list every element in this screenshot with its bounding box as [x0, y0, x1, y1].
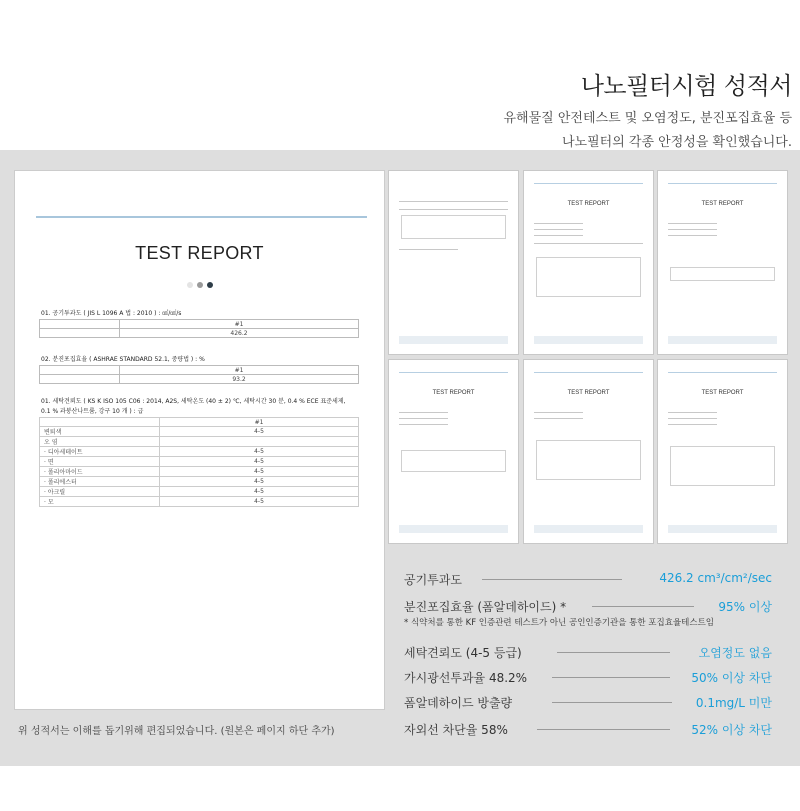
table-row: · 면 4-5: [40, 457, 359, 467]
section-1-table: [39, 319, 359, 338]
report-page-thumbnail[interactable]: [657, 170, 788, 355]
thumbnail-title: TEST REPORT: [701, 390, 744, 396]
section-3-table: [39, 417, 359, 507]
section-1-column: #1: [120, 320, 359, 329]
report-page-thumbnail[interactable]: [657, 359, 788, 544]
result-value: 오염정도 없음: [698, 646, 772, 660]
leader-line: [482, 579, 622, 580]
section-2-value: 93.2: [120, 375, 359, 384]
result-visible-light: [404, 669, 772, 685]
result-label: 가시광선투과율 48.2%: [404, 671, 528, 685]
section-2-column: #1: [120, 366, 359, 375]
section-2-label: 02. 분진포집효율 ( ASHRAE STANDARD 52.1, 중량법 ) : %: [41, 356, 205, 363]
table-row: 오 염: [40, 437, 359, 447]
result-value: 52% 이상 차단: [691, 723, 772, 737]
test-report-document: [14, 170, 385, 710]
result-label: 자외선 차단율 58%: [404, 723, 508, 737]
report-page-thumbnail[interactable]: [388, 170, 519, 355]
table-row: · 폴리아마이드 4-5: [40, 467, 359, 477]
result-label: 세탁견뢰도 (4-5 등급): [404, 646, 522, 660]
leader-line: [537, 729, 670, 730]
section-3-label-line-2: 0.1 % 과붕산나트륨, 강구 10 개 ) : 급: [41, 408, 144, 415]
result-value: 0.1mg/L 미만: [695, 696, 772, 710]
result-label: 공기투과도: [404, 573, 462, 587]
document-caption: 위 성적서는 이해를 돕기위해 편집되었습니다. (원본은 페이지 하단 추가): [18, 726, 335, 737]
table-row: 변퇴색 4-5: [40, 427, 359, 437]
page-subtitle-line-1: 유해물질 안전테스트 및 오염정도, 분진포집효율 등: [503, 111, 792, 126]
leader-line: [552, 677, 670, 678]
result-air-permeability: [404, 571, 772, 587]
thumbnail-title: TEST REPORT: [701, 201, 744, 207]
report-page-thumbnail[interactable]: [523, 170, 654, 355]
result-value: 95% 이상: [718, 600, 772, 614]
report-pagination-dots: [15, 273, 384, 292]
section-1-label: 01. 공기투과도 ( JIS L 1096 A 법 : 2010 ) : ㎤/㎠/s: [41, 310, 182, 317]
result-uv-blocking: [404, 721, 772, 737]
result-dust-efficiency: [404, 598, 772, 614]
report-page-thumbnail[interactable]: [523, 359, 654, 544]
footnote: * 식약처를 통한 KF 인증관련 테스트가 아닌 공인인증기관을 통한 포집효율테스트임: [404, 618, 714, 628]
section-3-column: #1: [160, 418, 359, 427]
result-label: 폼알데하이드 방출량: [404, 696, 513, 710]
section-2-table: [39, 365, 359, 384]
pagination-dot: [187, 282, 193, 288]
leader-line: [592, 606, 694, 607]
pagination-dot-active: [207, 282, 213, 288]
header: [0, 0, 800, 150]
bottom-spacer: [0, 766, 800, 811]
section-1-value: 426.2: [120, 329, 359, 338]
result-wash-fastness: [404, 644, 772, 660]
thumbnail-title: TEST REPORT: [567, 201, 610, 207]
report-page-thumbnail[interactable]: [388, 359, 519, 544]
table-row: · 모 4-5: [40, 497, 359, 507]
table-row: · 디아세테이트 4-5: [40, 447, 359, 457]
thumbnail-title: TEST REPORT: [432, 390, 475, 396]
page-subtitle-line-2: 나노필터의 각종 안정성을 확인했습니다.: [561, 135, 792, 150]
thumbnail-title: TEST REPORT: [567, 390, 610, 396]
result-value: 50% 이상 차단: [691, 671, 772, 685]
result-value: 426.2 cm³/cm²/sec: [659, 571, 772, 585]
section-3-label-line-1: 01. 세탁견뢰도 ( KS K ISO 105 C06 : 2014, A2S, 세탁온도 (40 ± 2) ℃, 세탁시간 30 분, 0.4 % ECE 표준세제,: [41, 398, 346, 405]
result-formaldehyde-emission: [404, 694, 772, 710]
report-top-rule: [36, 216, 367, 218]
report-title: TEST REPORT: [135, 243, 264, 263]
table-row: · 아크릴 4-5: [40, 487, 359, 497]
table-row: · 폴리에스터 4-5: [40, 477, 359, 487]
pagination-dot: [197, 282, 203, 288]
leader-line: [557, 652, 670, 653]
result-label: 분진포집효율 (폼알데하이드) *: [404, 600, 567, 614]
leader-line: [552, 702, 672, 703]
page-title: 나노필터시험 성적서: [580, 72, 792, 100]
